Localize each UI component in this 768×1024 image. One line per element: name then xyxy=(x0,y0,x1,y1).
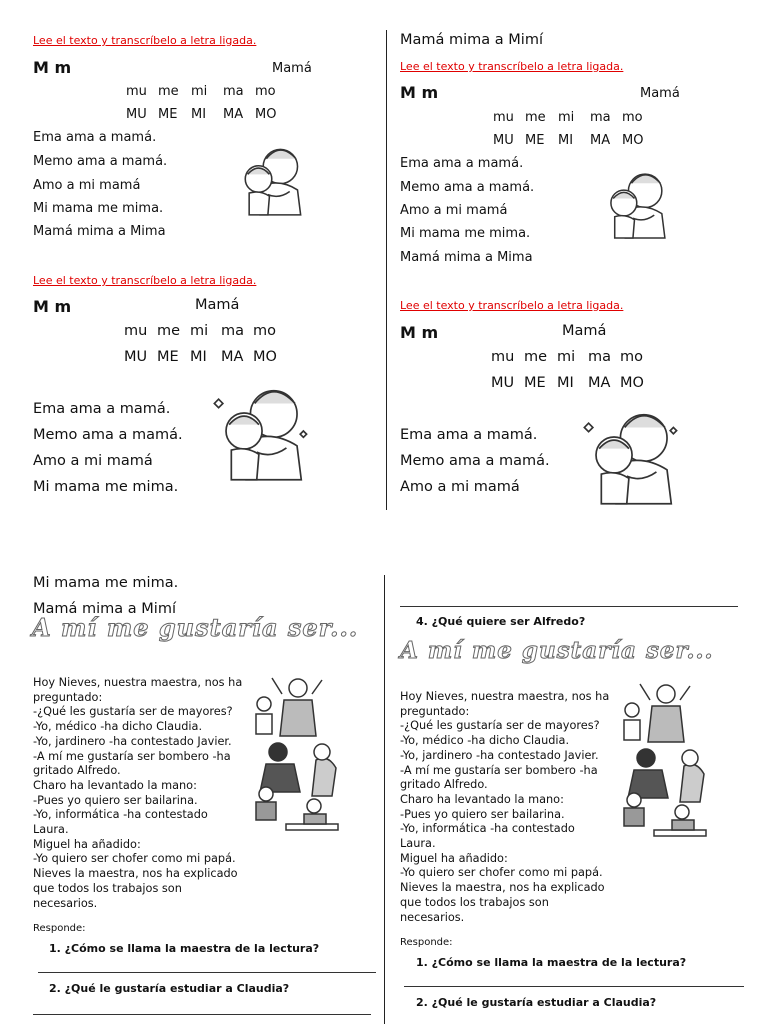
answer-line[interactable] xyxy=(38,972,376,973)
word-label: Mamá xyxy=(195,297,240,313)
question-1: 1. ¿Cómo se llama la maestra de la lectura? xyxy=(49,942,320,955)
reading-line: Mamá mima a Mima xyxy=(33,224,166,239)
column-divider-top xyxy=(386,30,387,510)
syllable: ma xyxy=(590,110,611,125)
word-label: Mamá xyxy=(562,323,607,339)
syllable: me xyxy=(525,110,546,125)
mother-hugging-child-illustration xyxy=(200,378,322,484)
mother-hugging-child-illustration xyxy=(232,140,310,218)
story-text: Hoy Nieves, nuestra maestra, nos ha preguntado: -¿Qué les gustaría ser de mayores? -Yo, médico -ha dicho Claudia. -Yo, jardinero -ha contestado Javier. -A mí me gustaría ser bombero -ha gritado Alfredo. Charo ha levantado la mano: -Pues yo quiero ser bailarina. -Yo, informática -ha contestado Laura. Miguel ha añadido: -Yo quiero ser chofer como mi papá. Nieves la maestra, nos ha explicado que todos los trabajos son necesarios. xyxy=(400,690,610,924)
reading-line: Mi mama me mima. xyxy=(33,575,179,591)
syllable: mo xyxy=(253,323,276,339)
syllable: ma xyxy=(223,84,244,99)
reading-line: Ema ama a mamá. xyxy=(33,401,171,417)
syllable: MO xyxy=(255,107,277,122)
instruction-text: Lee el texto y transcríbelo a letra ligada. xyxy=(400,299,624,312)
syllable: me xyxy=(158,84,179,99)
syllable: MA xyxy=(588,375,611,391)
syllable: MA xyxy=(221,349,244,365)
reading-line: Amo a mi mamá xyxy=(33,178,141,193)
column-divider-bottom xyxy=(384,575,385,1024)
reading-line: Amo a mi mamá xyxy=(33,453,153,469)
children-professions-illustration xyxy=(603,680,715,842)
letters-heading: M m xyxy=(400,323,439,342)
syllable: mu xyxy=(493,110,514,125)
letters-heading: M m xyxy=(400,83,439,102)
reading-line: Mi mama me mima. xyxy=(33,201,164,216)
syllable: MA xyxy=(223,107,244,122)
syllable: MA xyxy=(590,133,611,148)
question-2: 2. ¿Qué le gustaría estudiar a Claudia? xyxy=(49,982,290,995)
answer-line[interactable] xyxy=(33,1014,371,1015)
reading-line: Amo a mi mamá xyxy=(400,203,508,218)
question-2: 2. ¿Qué le gustaría estudiar a Claudia? xyxy=(416,996,657,1009)
syllable: mo xyxy=(622,110,643,125)
mother-hugging-child-illustration xyxy=(570,402,692,508)
syllable: ME xyxy=(525,133,545,148)
children-professions-illustration xyxy=(236,674,346,836)
word-label: Mamá xyxy=(640,86,680,101)
story-text: Hoy Nieves, nuestra maestra, nos ha preguntado: -¿Qué les gustaría ser de mayores? -Yo, médico -ha dicho Claudia. -Yo, jardinero -ha contestado Javier. -A mí me gustaría ser bombero -ha gritado Alfredo. Charo ha levantado la mano: -Pues yo quiero ser bailarina. -Yo, informática -ha contestado Laura. Miguel ha añadido: -Yo quiero ser chofer como mi papá. Nieves la maestra, nos ha explicado que todos los trabajos son necesarios. xyxy=(33,676,243,910)
syllable: ME xyxy=(158,107,178,122)
syllable: MO xyxy=(620,375,644,391)
reading-line: Mamá mima a Mima xyxy=(400,250,533,265)
story-title-banner: A mí me gustaría ser... xyxy=(32,613,359,642)
syllable: mo xyxy=(255,84,276,99)
reading-line: Mi mama me mima. xyxy=(400,226,531,241)
syllable: mu xyxy=(124,323,148,339)
syllable: ma xyxy=(221,323,245,339)
reading-line: Ema ama a mamá. xyxy=(400,427,538,443)
reading-line: Memo ama a mamá. xyxy=(400,453,550,469)
syllable: MU xyxy=(491,375,515,391)
reading-line: Memo ama a mamá. xyxy=(33,427,183,443)
syllable: MU xyxy=(124,349,148,365)
reading-line: Mamá mima a Mimí xyxy=(33,601,176,617)
reading-line: Memo ama a mamá. xyxy=(400,180,535,195)
syllable: MO xyxy=(253,349,277,365)
reading-line: Ema ama a mamá. xyxy=(400,156,524,171)
question-4: 4. ¿Qué quiere ser Alfredo? xyxy=(416,615,586,628)
syllable: MI xyxy=(557,375,574,391)
syllable: mo xyxy=(620,349,643,365)
reading-line: Memo ama a mamá. xyxy=(33,154,168,169)
page-heading: Mamá mima a Mimí xyxy=(400,32,543,48)
syllable: MU xyxy=(493,133,514,148)
letters-heading: M m xyxy=(33,297,72,316)
syllable: me xyxy=(157,323,181,339)
word-label: Mamá xyxy=(272,61,312,76)
answer-line[interactable] xyxy=(404,986,744,987)
story-title-banner: A mí me gustaría ser... xyxy=(400,637,714,664)
syllable: MI xyxy=(190,349,207,365)
syllable: MO xyxy=(622,133,644,148)
syllable: ME xyxy=(157,349,179,365)
syllable: me xyxy=(524,349,548,365)
reading-line: Ema ama a mamá. xyxy=(33,130,157,145)
syllable: mi xyxy=(190,323,209,339)
instruction-text: Lee el texto y transcríbelo a letra ligada. xyxy=(400,60,624,73)
syllable: mi xyxy=(191,84,208,99)
syllable: mi xyxy=(557,349,576,365)
answer-line[interactable] xyxy=(400,606,738,607)
reading-line: Mi mama me mima. xyxy=(33,479,179,495)
syllable: mu xyxy=(491,349,515,365)
question-1: 1. ¿Cómo se llama la maestra de la lectura? xyxy=(416,956,687,969)
reading-line: Amo a mi mamá xyxy=(400,479,520,495)
syllable: mi xyxy=(558,110,575,125)
syllable: ME xyxy=(524,375,546,391)
syllable: MI xyxy=(191,107,207,122)
responde-label: Responde: xyxy=(33,923,86,934)
instruction-text: Lee el texto y transcríbelo a letra ligada. xyxy=(33,274,257,287)
instruction-text: Lee el texto y transcríbelo a letra ligada. xyxy=(33,34,257,47)
syllable: MI xyxy=(558,133,574,148)
mother-hugging-child-illustration xyxy=(598,165,674,241)
letters-heading: M m xyxy=(33,58,72,77)
syllable: ma xyxy=(588,349,612,365)
responde-label: Responde: xyxy=(400,937,453,948)
syllable: MU xyxy=(126,107,147,122)
syllable: mu xyxy=(126,84,147,99)
